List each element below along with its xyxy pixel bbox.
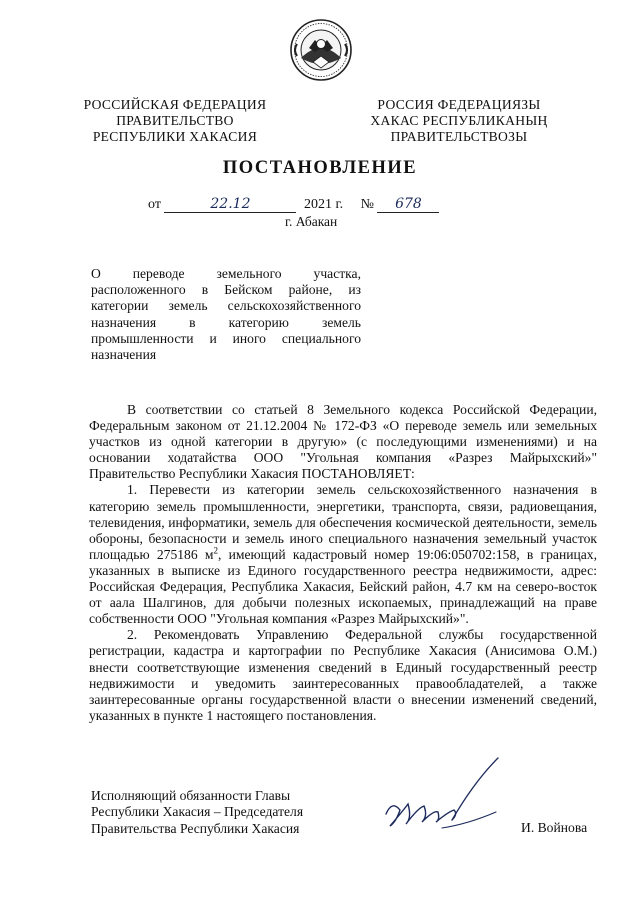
subject-line: назначения — [91, 347, 157, 363]
subject-block — [91, 266, 361, 363]
position-line: Республики Хакасия – Председателя — [91, 804, 304, 820]
subject-line: категории земель сельскохозяйственного — [91, 298, 361, 314]
date-line — [148, 196, 439, 213]
header-right-line: ПРАВИТЕЛЬСТВОЗЫ — [390, 128, 528, 144]
date-handwritten: 22.12 — [164, 196, 296, 213]
signatory-name: И. Войнова — [521, 820, 588, 835]
item-1-text-a: 1. Перевести из категории земель сельскохозяйственного назначения в категорию земель промышленности, энергетики, транспорта, связи, радиовещания, телевидения, информатики, земель для обеспечения космической деятельности, земель обороны, безопасности и земель иного специального назначения земельный участок площадью 275186 м — [89, 482, 597, 562]
date-prefix: от — [148, 197, 161, 212]
position-line: Правительства Республики Хакасия — [91, 820, 300, 836]
header-right-line: РОССИЯ ФЕДЕРАЦИЯЗЫ — [377, 97, 541, 112]
header-left — [80, 97, 270, 144]
document-body — [89, 402, 597, 724]
header-right — [364, 97, 554, 144]
subject-line: назначения в категорию земель — [91, 314, 361, 330]
header-right-line: ХАКАС РЕСПУБЛИКАНЫҢ — [370, 112, 548, 128]
signatory-position — [91, 788, 303, 837]
number-handwritten: 678 — [377, 196, 439, 213]
number-label: № — [360, 197, 374, 212]
document-title: ПОСТАНОВЛЕНИЕ — [222, 158, 418, 178]
item-1-paragraph — [89, 482, 597, 627]
handwritten-signature — [378, 752, 508, 842]
coat-of-arms-emblem — [289, 18, 353, 82]
city: г. Абакан — [285, 214, 338, 229]
header-left-line: РОССИЙСКАЯ ФЕДЕРАЦИЯ — [83, 97, 267, 112]
intro-paragraph: В соответствии со статьей 8 Земельного кодекса Российской Федерации, Федеральным законом от 21.12.2004 № 172-ФЗ «О переводе земель или земельных участков из одной категории в другую» (с последующими изменениями) и на основании ходатайства ООО "Угольная компания «Разрез Майрыхский»" Правительство Республики Хакасия ПОСТАНОВЛЯЕТ: — [89, 402, 597, 482]
item-1-text-b: , имеющий кадастровый номер 19:06:050702:158, в границах, указанных в выписке из Единого государственного реестра недвижимости, адрес: Российская Федерация, Республика Хакасия, Бейский район, 4.7 км на северо-восток от аала Шалгинов, для добычи полезных ископаемых, принадлежащий на праве собственности ООО "Угольная компания «Разрез Майрыхский»". — [89, 546, 598, 627]
subject-line: О переводе земельного участка, — [91, 266, 361, 281]
subject-line: расположенного в Бейском районе, из — [91, 282, 361, 298]
year: 2021 г. — [303, 197, 344, 212]
item-1-superscript: 2 — [213, 545, 218, 556]
subject-line: промышленности и иного специального — [91, 330, 361, 346]
header-left-line: ПРАВИТЕЛЬСТВО — [116, 112, 234, 128]
item-2-paragraph: 2. Рекомендовать Управлению Федеральной службы государственной регистрации, кадастра и картографии по Республике Хакасия (Анисимова О.М.) внести соответствующие изменения сведений в Единый государственный реестр недвижимости и уведомить заинтересованных правообладателей, а также заинтересованные органы государственной власти о внесении изменений сведений, указанных в пункте 1 настоящего постановления. — [89, 627, 597, 723]
position-line: Исполняющий обязанности Главы — [91, 788, 291, 803]
header-left-line: РЕСПУБЛИКИ ХАКАСИЯ — [92, 128, 258, 144]
